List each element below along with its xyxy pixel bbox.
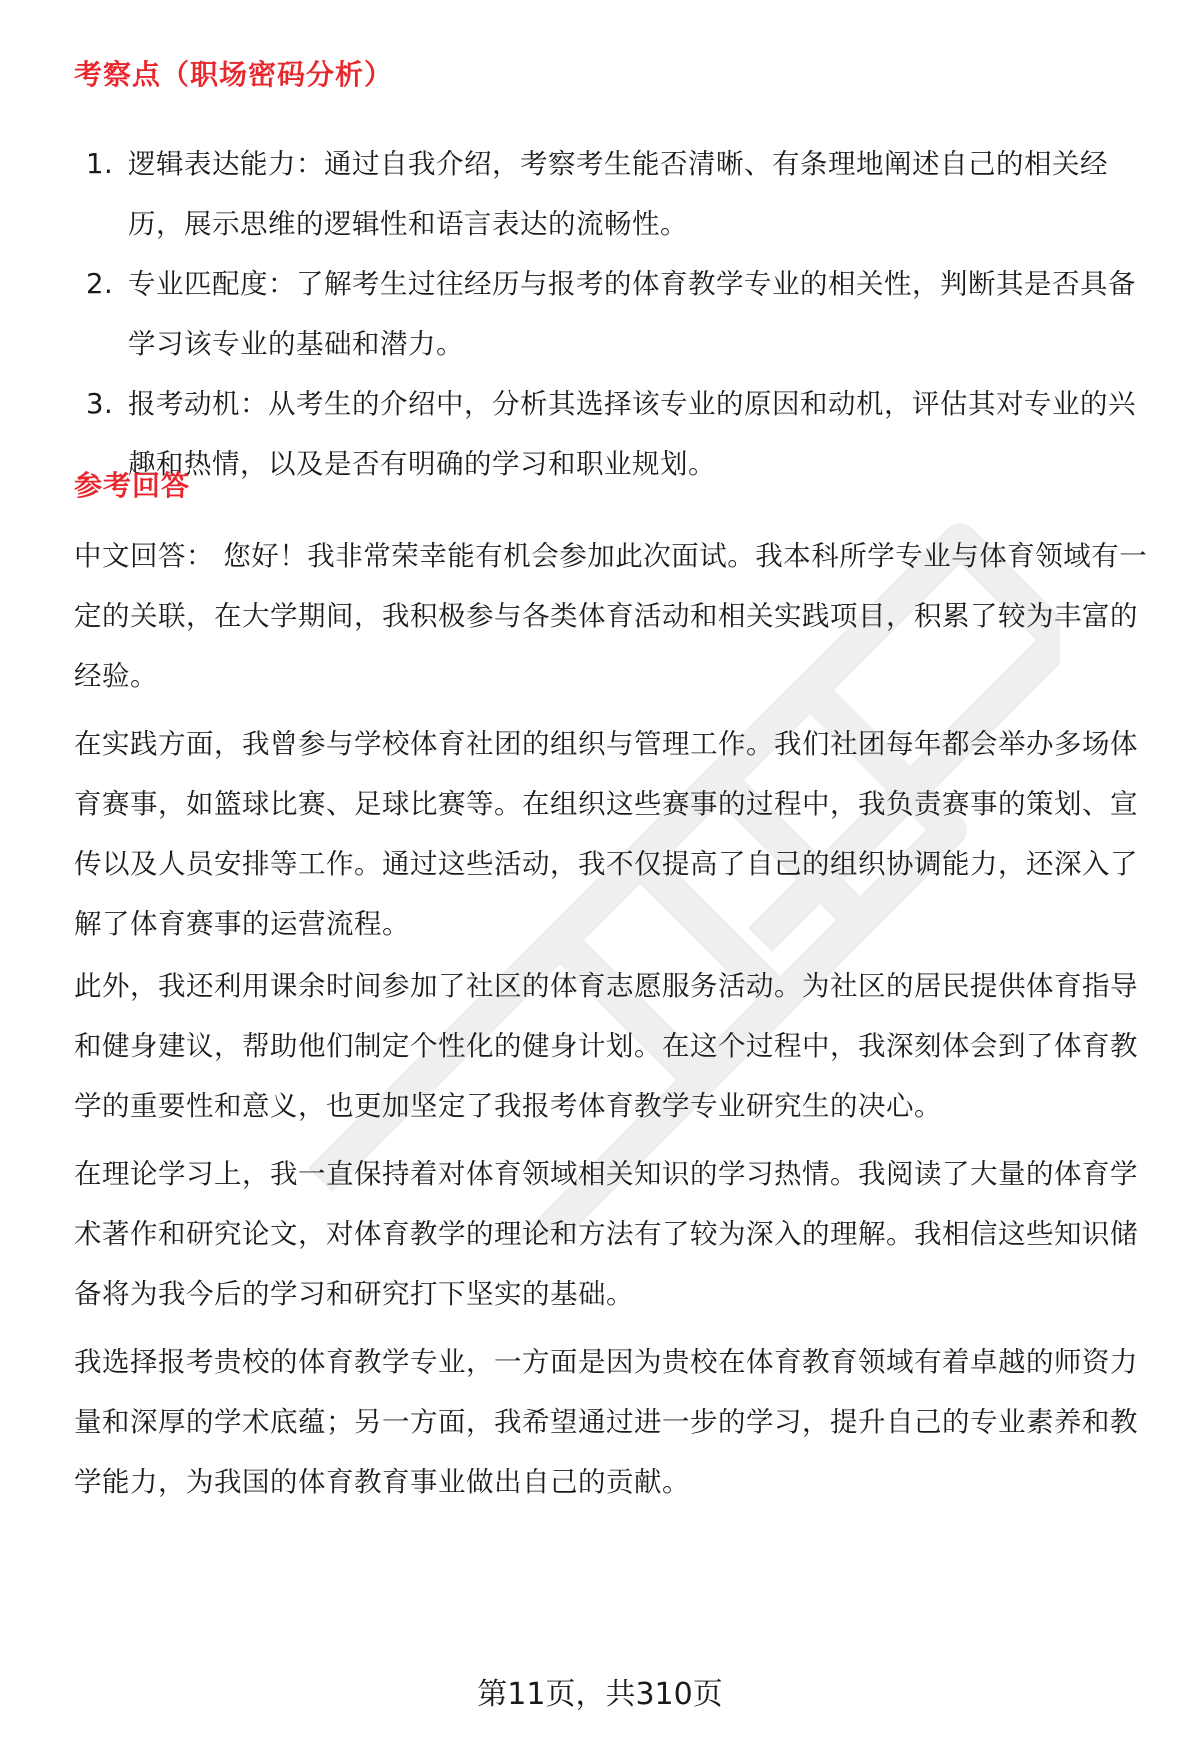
- list-item-text: 专业匹配度：了解考生过往经历与报考的体育教学专业的相关性，判断其是否具备学习该专业的基础和潜力。: [128, 268, 1136, 360]
- answer-paragraph: 此外，我还利用课余时间参加了社区的体育志愿服务活动。为社区的居民提供体育指导和健身建议，帮助他们制定个性化的健身计划。在这个过程中，我深刻体会到了体育教学的重要性和意义，也更加坚定了我报考体育教学专业研究生的决心。: [74, 970, 1138, 1122]
- answer-paragraph: 在理论学习上，我一直保持着对体育领域相关知识的学习热情。我阅读了大量的体育学术著作和研究论文，对体育教学的理论和方法有了较为深入的理解。我相信这些知识储备将为我今后的学习和研究打下坚实的基础。: [74, 1158, 1138, 1310]
- section-title-reference-answer: 参考回答: [74, 469, 191, 502]
- list-item: [74, 254, 1144, 374]
- list-item-number: 2.: [86, 268, 114, 300]
- page-number: 第11页，共310页: [477, 1677, 723, 1712]
- list-item-text: 逻辑表达能力：通过自我介绍，考察考生能否清晰、有条理地阐述自己的相关经历，展示思维的逻辑性和语言表达的流畅性。: [128, 148, 1108, 240]
- answer-paragraph: 在实践方面，我曾参与学校体育社团的组织与管理工作。我们社团每年都会举办多场体育赛事，如篮球比赛、足球比赛等。在组织这些赛事的过程中，我负责赛事的策划、宣传以及人员安排等工作。通过这些活动，我不仅提高了自己的组织协调能力，还深入了解了体育赛事的运营流程。: [74, 728, 1138, 940]
- list-item-text: 报考动机：从考生的介绍中，分析其选择该专业的原因和动机，评估其对专业的兴趣和热情，以及是否有明确的学习和职业规划。: [128, 388, 1136, 480]
- list-item-number: 3.: [86, 388, 114, 420]
- answer-paragraph: 我选择报考贵校的体育教学专业，一方面是因为贵校在体育教育领域有着卓越的师资力量和深厚的学术底蕴；另一方面，我希望通过进一步的学习，提升自己的专业素养和教学能力，为我国的体育教育事业做出自己的贡献。: [74, 1346, 1138, 1498]
- list-item-number: 1.: [86, 148, 114, 180]
- list-item: [74, 374, 1144, 494]
- answer-paragraph: 中文回答： 您好！我非常荣幸能有机会参加此次面试。我本科所学专业与体育领域有一定的关联，在大学期间，我积极参与各类体育活动和相关实践项目，积累了较为丰富的经验。: [74, 540, 1148, 692]
- exam-points-list: [74, 134, 1144, 494]
- list-item: [74, 134, 1144, 254]
- section-title-exam-points: 考察点（职场密码分析）: [74, 58, 394, 91]
